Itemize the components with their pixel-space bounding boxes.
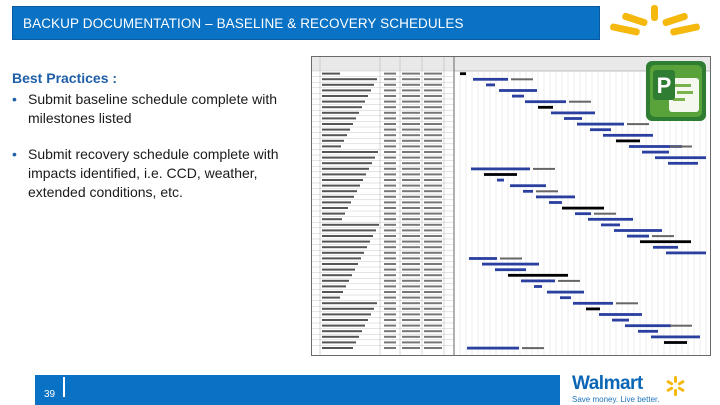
gantt-task-text bbox=[322, 168, 369, 170]
gantt-start-text bbox=[402, 336, 420, 338]
gantt-bar bbox=[586, 308, 600, 311]
gantt-duration-text bbox=[384, 196, 396, 198]
gantt-bar bbox=[655, 156, 706, 159]
gantt-duration-text bbox=[384, 269, 396, 271]
gantt-finish-text bbox=[424, 218, 442, 220]
gantt-duration-text bbox=[384, 347, 396, 349]
gantt-finish-text bbox=[424, 140, 442, 142]
gantt-start-text bbox=[402, 235, 420, 237]
gantt-finish-text bbox=[424, 246, 442, 248]
gantt-finish-text bbox=[424, 123, 442, 125]
gantt-bar bbox=[521, 280, 555, 283]
walmart-tagline: Save money. Live better. bbox=[572, 395, 660, 404]
gantt-duration-text bbox=[384, 73, 396, 75]
gantt-start-text bbox=[402, 330, 420, 332]
gantt-bar-label bbox=[652, 235, 674, 237]
gantt-start-text bbox=[402, 246, 420, 248]
gantt-bar-label bbox=[522, 347, 544, 349]
gantt-duration-text bbox=[384, 140, 396, 142]
gantt-start-text bbox=[402, 185, 420, 187]
gantt-bar bbox=[469, 257, 497, 260]
gantt-bar-label bbox=[594, 213, 616, 215]
gantt-finish-text bbox=[424, 173, 442, 175]
gantt-bar bbox=[534, 285, 542, 288]
gantt-finish-text bbox=[424, 263, 442, 265]
gantt-task-text bbox=[322, 140, 344, 142]
gantt-bar bbox=[460, 72, 466, 75]
gantt-finish-text bbox=[424, 229, 442, 231]
gantt-start-text bbox=[402, 308, 420, 310]
gantt-bar bbox=[642, 151, 669, 154]
gantt-bar-label bbox=[533, 168, 555, 170]
gantt-start-text bbox=[402, 280, 420, 282]
gantt-duration-text bbox=[384, 308, 396, 310]
gantt-start-text bbox=[402, 168, 420, 170]
gantt-task-text bbox=[322, 151, 378, 153]
gantt-finish-text bbox=[424, 269, 442, 271]
gantt-bar bbox=[668, 162, 698, 165]
gantt-start-text bbox=[402, 95, 420, 97]
gantt-finish-text bbox=[424, 95, 442, 97]
gantt-start-text bbox=[402, 123, 420, 125]
gantt-start-text bbox=[402, 190, 420, 192]
gantt-start-text bbox=[402, 269, 420, 271]
gantt-duration-text bbox=[384, 157, 396, 159]
gantt-task-text bbox=[322, 129, 350, 131]
gantt-bar bbox=[603, 134, 653, 137]
gantt-duration-text bbox=[384, 235, 396, 237]
gantt-duration-text bbox=[384, 89, 396, 91]
gantt-duration-text bbox=[384, 280, 396, 282]
gantt-duration-text bbox=[384, 274, 396, 276]
gantt-task-text bbox=[322, 224, 379, 226]
gantt-bar bbox=[549, 201, 562, 204]
gantt-finish-text bbox=[424, 347, 442, 349]
walmart-wordmark: Walmart bbox=[572, 373, 643, 394]
gantt-start-text bbox=[402, 73, 420, 75]
gantt-start-text bbox=[402, 297, 420, 299]
gantt-start-text bbox=[402, 224, 420, 226]
gantt-start-text bbox=[402, 145, 420, 147]
gantt-duration-text bbox=[384, 313, 396, 315]
gantt-duration-text bbox=[384, 179, 396, 181]
bullet-text: Submit recovery schedule complete with impacts identified, i.e. CCD, weather, extended conditions, etc. bbox=[28, 146, 279, 200]
gantt-start-text bbox=[402, 325, 420, 327]
gantt-duration-text bbox=[384, 134, 396, 136]
gantt-bar bbox=[467, 347, 519, 350]
gantt-task-text bbox=[322, 280, 349, 282]
gantt-bar bbox=[564, 117, 582, 120]
content-area bbox=[12, 70, 304, 219]
gantt-start-text bbox=[402, 129, 420, 131]
gantt-start-text bbox=[402, 257, 420, 259]
gantt-finish-text bbox=[424, 145, 442, 147]
gantt-task-text bbox=[322, 207, 348, 209]
gantt-bar bbox=[495, 268, 526, 271]
gantt-finish-text bbox=[424, 168, 442, 170]
gantt-finish-text bbox=[424, 190, 442, 192]
gantt-bar bbox=[612, 319, 629, 322]
gantt-finish-text bbox=[424, 252, 442, 254]
gantt-start-text bbox=[402, 157, 420, 159]
gantt-duration-text bbox=[384, 241, 396, 243]
gantt-finish-text bbox=[424, 302, 442, 304]
gantt-duration-text bbox=[384, 112, 396, 114]
gantt-finish-text bbox=[424, 157, 442, 159]
gantt-start-text bbox=[402, 179, 420, 181]
gantt-task-text bbox=[322, 84, 374, 86]
gantt-task-text bbox=[322, 347, 353, 349]
gantt-task-text bbox=[322, 291, 343, 293]
gantt-start-text bbox=[402, 140, 420, 142]
gantt-start-text bbox=[402, 263, 420, 265]
bullet-text: Submit baseline schedule complete with milestones listed bbox=[28, 91, 278, 126]
gantt-finish-text bbox=[424, 297, 442, 299]
gantt-bar bbox=[508, 274, 568, 277]
gantt-duration-text bbox=[384, 218, 396, 220]
gantt-finish-text bbox=[424, 319, 442, 321]
gantt-start-text bbox=[402, 229, 420, 231]
gantt-bar bbox=[482, 263, 539, 266]
gantt-duration-text bbox=[384, 117, 396, 119]
gantt-duration-text bbox=[384, 173, 396, 175]
gantt-duration-text bbox=[384, 185, 396, 187]
gantt-start-text bbox=[402, 196, 420, 198]
gantt-bar bbox=[538, 106, 553, 109]
gantt-duration-text bbox=[384, 330, 396, 332]
gantt-finish-text bbox=[424, 325, 442, 327]
gantt-bar bbox=[599, 313, 642, 316]
gantt-finish-text bbox=[424, 73, 442, 75]
gantt-start-text bbox=[402, 89, 420, 91]
gantt-bar bbox=[627, 235, 649, 238]
gantt-start-text bbox=[402, 151, 420, 153]
gantt-finish-text bbox=[424, 241, 442, 243]
gantt-bar-label bbox=[558, 280, 580, 282]
gantt-start-text bbox=[402, 274, 420, 276]
gantt-bar-label bbox=[616, 302, 638, 304]
gantt-task-text bbox=[322, 274, 352, 276]
gantt-finish-text bbox=[424, 308, 442, 310]
gantt-duration-text bbox=[384, 246, 396, 248]
gantt-bar bbox=[601, 224, 620, 227]
gantt-start-text bbox=[402, 112, 420, 114]
gantt-bar bbox=[588, 218, 633, 221]
gantt-start-text bbox=[402, 319, 420, 321]
gantt-start-text bbox=[402, 341, 420, 343]
gantt-start-text bbox=[402, 207, 420, 209]
gantt-bar bbox=[551, 112, 595, 115]
gantt-bar bbox=[560, 296, 571, 299]
gantt-bar-label bbox=[627, 123, 649, 125]
gantt-finish-text bbox=[424, 129, 442, 131]
gantt-bar bbox=[573, 302, 613, 305]
gantt-bar bbox=[625, 324, 671, 327]
gantt-start-text bbox=[402, 201, 420, 203]
gantt-bar bbox=[510, 184, 546, 187]
gantt-bar bbox=[666, 252, 706, 255]
gantt-task-text bbox=[322, 123, 353, 125]
gantt-task-text bbox=[322, 179, 363, 181]
gantt-task-text bbox=[322, 325, 365, 327]
gantt-duration-text bbox=[384, 297, 396, 299]
gantt-task-text bbox=[322, 229, 376, 231]
gantt-bar bbox=[525, 100, 566, 103]
gantt-bar bbox=[590, 128, 611, 131]
gantt-start-text bbox=[402, 106, 420, 108]
gantt-finish-text bbox=[424, 285, 442, 287]
gantt-finish-text bbox=[424, 106, 442, 108]
gantt-duration-text bbox=[384, 207, 396, 209]
gantt-finish-text bbox=[424, 78, 442, 80]
gantt-finish-text bbox=[424, 257, 442, 259]
gantt-start-text bbox=[402, 347, 420, 349]
gantt-duration-text bbox=[384, 319, 396, 321]
gantt-bar bbox=[486, 84, 495, 87]
spark-icon bbox=[604, 2, 704, 42]
gantt-duration-text bbox=[384, 257, 396, 259]
gantt-duration-text bbox=[384, 106, 396, 108]
gantt-duration-text bbox=[384, 201, 396, 203]
gantt-finish-text bbox=[424, 89, 442, 91]
gantt-finish-text bbox=[424, 162, 442, 164]
gantt-task-text bbox=[322, 218, 342, 220]
gantt-duration-text bbox=[384, 252, 396, 254]
bullet-item bbox=[12, 90, 304, 128]
gantt-task-text bbox=[322, 201, 351, 203]
gantt-finish-text bbox=[424, 313, 442, 315]
gantt-task-text bbox=[322, 89, 371, 91]
gantt-finish-text bbox=[424, 185, 442, 187]
gantt-duration-text bbox=[384, 101, 396, 103]
gantt-duration-text bbox=[384, 168, 396, 170]
ms-project-icon bbox=[645, 60, 707, 122]
gantt-task-text bbox=[322, 330, 362, 332]
footer-divider bbox=[63, 377, 65, 397]
gantt-bar bbox=[499, 89, 537, 92]
gantt-start-text bbox=[402, 285, 420, 287]
gantt-duration-text bbox=[384, 84, 396, 86]
gantt-task-text bbox=[322, 257, 361, 259]
slide-title: BACKUP DOCUMENTATION – BASELINE & RECOVERY SCHEDULES bbox=[23, 16, 464, 31]
gantt-finish-text bbox=[424, 196, 442, 198]
gantt-start-text bbox=[402, 213, 420, 215]
gantt-task-text bbox=[322, 101, 365, 103]
footer-band bbox=[35, 375, 560, 405]
gantt-duration-text bbox=[384, 162, 396, 164]
gantt-task-text bbox=[322, 134, 347, 136]
gantt-bar bbox=[471, 168, 530, 171]
gantt-bar bbox=[547, 291, 584, 294]
gantt-task-text bbox=[322, 241, 370, 243]
gantt-task-text bbox=[322, 336, 359, 338]
gantt-bar bbox=[653, 246, 678, 249]
gantt-task-text bbox=[322, 213, 345, 215]
gantt-finish-text bbox=[424, 235, 442, 237]
page-number: 39 bbox=[44, 389, 56, 400]
gantt-start-text bbox=[402, 173, 420, 175]
gantt-task-text bbox=[322, 269, 355, 271]
gantt-start-text bbox=[402, 291, 420, 293]
gantt-duration-text bbox=[384, 291, 396, 293]
svg-text:P: P bbox=[656, 73, 672, 98]
gantt-task-text bbox=[322, 319, 368, 321]
gantt-duration-text bbox=[384, 224, 396, 226]
gantt-start-text bbox=[402, 313, 420, 315]
gantt-start-text bbox=[402, 218, 420, 220]
gantt-bar-label bbox=[511, 78, 533, 80]
gantt-task-text bbox=[322, 73, 340, 75]
gantt-finish-text bbox=[424, 274, 442, 276]
walmart-logo bbox=[572, 373, 714, 405]
title-bar bbox=[12, 6, 600, 40]
gantt-duration-text bbox=[384, 213, 396, 215]
gantt-bar bbox=[536, 196, 575, 199]
gantt-finish-text bbox=[424, 224, 442, 226]
gantt-finish-text bbox=[424, 207, 442, 209]
gantt-bar bbox=[484, 173, 517, 176]
gantt-start-text bbox=[402, 302, 420, 304]
gantt-task-text bbox=[322, 78, 377, 80]
gantt-start-text bbox=[402, 78, 420, 80]
gantt-task-text bbox=[322, 112, 359, 114]
bullet-dot-icon: • bbox=[12, 146, 17, 162]
gantt-duration-text bbox=[384, 229, 396, 231]
gantt-finish-text bbox=[424, 201, 442, 203]
gantt-task-text bbox=[322, 246, 367, 248]
gantt-duration-text bbox=[384, 285, 396, 287]
gantt-finish-text bbox=[424, 84, 442, 86]
gantt-bar-label bbox=[536, 190, 558, 192]
gantt-task-text bbox=[322, 263, 358, 265]
gantt-finish-text bbox=[424, 112, 442, 114]
gantt-bar-label bbox=[670, 325, 692, 327]
gantt-duration-text bbox=[384, 263, 396, 265]
gantt-task-text bbox=[322, 173, 366, 175]
gantt-task-text bbox=[322, 252, 364, 254]
gantt-bar bbox=[575, 212, 591, 215]
gantt-task-text bbox=[322, 190, 357, 192]
gantt-task-text bbox=[322, 117, 356, 119]
gantt-bar bbox=[523, 190, 533, 193]
gantt-finish-text bbox=[424, 134, 442, 136]
bullet-dot-icon: • bbox=[12, 91, 17, 107]
gantt-finish-text bbox=[424, 213, 442, 215]
gantt-task-text bbox=[322, 106, 362, 108]
gantt-bar bbox=[640, 240, 691, 243]
gantt-duration-text bbox=[384, 123, 396, 125]
gantt-finish-text bbox=[424, 336, 442, 338]
gantt-duration-text bbox=[384, 302, 396, 304]
gantt-bar-label bbox=[670, 146, 692, 148]
gantt-task-text bbox=[322, 341, 356, 343]
gantt-bar bbox=[473, 78, 508, 81]
gantt-finish-text bbox=[424, 330, 442, 332]
gantt-bar bbox=[616, 140, 640, 143]
gantt-start-text bbox=[402, 134, 420, 136]
gantt-finish-text bbox=[424, 151, 442, 153]
gantt-task-text bbox=[322, 157, 375, 159]
gantt-start-text bbox=[402, 241, 420, 243]
gantt-finish-text bbox=[424, 179, 442, 181]
gantt-start-text bbox=[402, 162, 420, 164]
gantt-task-text bbox=[322, 95, 368, 97]
gantt-bar bbox=[577, 123, 624, 126]
gantt-task-text bbox=[322, 196, 354, 198]
gantt-duration-text bbox=[384, 341, 396, 343]
gantt-task-text bbox=[322, 297, 340, 299]
gantt-finish-text bbox=[424, 117, 442, 119]
gantt-bar bbox=[638, 330, 658, 333]
gantt-start-text bbox=[402, 101, 420, 103]
gantt-task-text bbox=[322, 145, 341, 147]
gantt-duration-text bbox=[384, 151, 396, 153]
gantt-finish-text bbox=[424, 101, 442, 103]
gantt-duration-text bbox=[384, 145, 396, 147]
gantt-task-text bbox=[322, 313, 371, 315]
gantt-start-text bbox=[402, 84, 420, 86]
gantt-bar bbox=[497, 179, 504, 182]
gantt-duration-text bbox=[384, 325, 396, 327]
gantt-task-text bbox=[322, 285, 346, 287]
gantt-start-text bbox=[402, 252, 420, 254]
gantt-bar-label bbox=[500, 258, 522, 260]
gantt-bar bbox=[562, 207, 604, 210]
gantt-finish-text bbox=[424, 291, 442, 293]
gantt-task-text bbox=[322, 308, 374, 310]
gantt-bar bbox=[651, 336, 700, 339]
gantt-bar bbox=[512, 95, 524, 98]
best-practices-heading: Best Practices : bbox=[12, 70, 118, 86]
gantt-finish-text bbox=[424, 341, 442, 343]
gantt-duration-text bbox=[384, 129, 396, 131]
gantt-duration-text bbox=[384, 190, 396, 192]
gantt-bar bbox=[664, 341, 687, 344]
gantt-task-text bbox=[322, 162, 372, 164]
gantt-bar bbox=[614, 229, 662, 232]
gantt-task-text bbox=[322, 185, 360, 187]
gantt-duration-text bbox=[384, 336, 396, 338]
gantt-duration-text bbox=[384, 78, 396, 80]
gantt-bar-label bbox=[569, 101, 591, 103]
gantt-task-text bbox=[322, 302, 377, 304]
walmart-spark-icon bbox=[664, 375, 686, 397]
gantt-task-text bbox=[322, 235, 373, 237]
gantt-duration-text bbox=[384, 95, 396, 97]
gantt-start-text bbox=[402, 117, 420, 119]
bullet-item bbox=[12, 145, 304, 202]
gantt-finish-text bbox=[424, 280, 442, 282]
